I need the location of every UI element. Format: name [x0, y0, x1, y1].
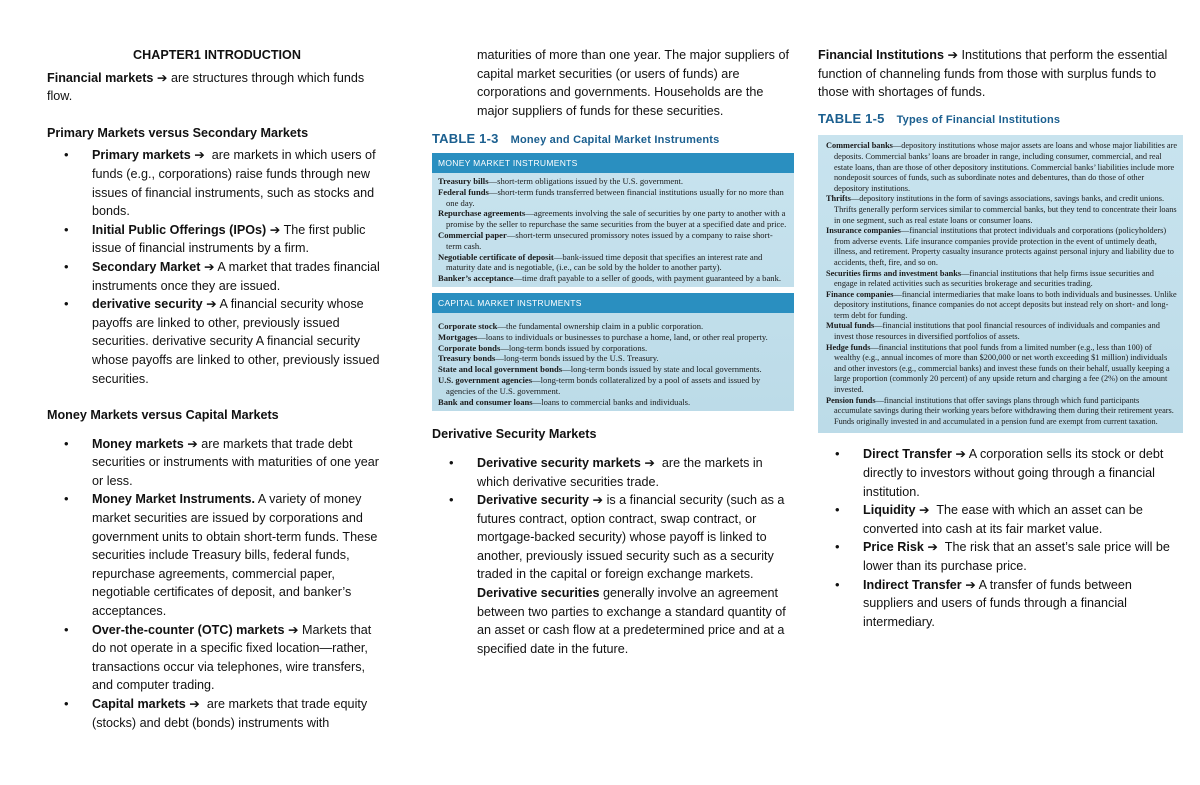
list-item	[863, 538, 1183, 575]
arrow-icon: ➔	[918, 503, 930, 518]
definition: are markets that trade debt securities or instruments with maturities of one year or less.	[92, 436, 379, 488]
table-body	[818, 135, 1183, 433]
table-row: Repurchase agreements—agreements involving the sale of securities by one party to another with a promise by the seller to repurchase the same securities from the buyer at a specified date and price.	[438, 208, 787, 230]
table-row: Mortgages—loans to individuals or businesses to purchase a home, land, or other real property.	[438, 331, 768, 342]
list-item	[863, 576, 1183, 632]
section-heading-primary-secondary: Primary Markets versus Secondary Markets	[47, 125, 309, 140]
term: Initial Public Offerings (IPOs)	[92, 222, 267, 237]
list-item	[477, 454, 794, 491]
definition: are structures through which funds flow.	[47, 70, 365, 104]
primary-secondary-list	[47, 146, 387, 388]
table-row: Negotiable certificate of deposit—bank-issued time deposit that specifies an interest rate and maturity date and is negotiable, (i.e., can be sold by the holder to another party).	[438, 251, 763, 273]
table-section-body	[432, 313, 794, 411]
term: Secondary Market	[92, 259, 201, 274]
arrow-icon: ➔	[194, 148, 205, 163]
derivative-list	[432, 454, 794, 659]
list-item	[92, 621, 387, 695]
table-row: Federal funds—short-term funds transferred between financial institutions usually for no more than one day.	[438, 186, 784, 208]
table-money-capital-instruments	[432, 130, 794, 411]
definition: The ease with which an asset can be converted into cash at its fair market value.	[863, 503, 1143, 536]
term: Derivative security markets	[477, 455, 641, 470]
list-item	[92, 258, 387, 295]
arrow-icon: ➔	[269, 222, 281, 237]
section-heading-money-capital: Money Markets versus Capital Markets	[47, 408, 279, 423]
list-item	[92, 221, 387, 258]
term: Indirect Transfer	[863, 577, 962, 592]
table-number: TABLE 1-5	[818, 110, 885, 126]
list-item	[92, 146, 387, 220]
table-row: Corporate stock—the fundamental ownership claim in a public corporation.	[438, 320, 704, 331]
definition: A market that trades financial instruments once they are issued.	[92, 259, 380, 293]
table-row: Treasury bonds—long-term bonds issued by the U.S. Treasury.	[438, 353, 659, 364]
table-row: State and local government bonds—long-term bonds issued by state and local governments.	[438, 364, 762, 375]
arrow-icon: ➔	[955, 447, 966, 462]
money-capital-list	[47, 435, 387, 733]
table-row: Pension funds—financial institutions that offer savings plans through which fund participants accumulate savings during their working years before withdrawing them during their retirement years. Funds originally invested in and accumulated in a pension fund are exempt from current taxation.	[826, 395, 1174, 426]
table-row: Insurance companies—financial institutions that protect individuals and corporations (policyholders) from adverse events. Life insurance companies provide protection in the event of untimely death, illness, and retirement. Property casualty insurance protects against personal injury and liability due to accidents, theft, fire, and so on.	[826, 226, 1174, 267]
table-row: Treasury bills—short-term obligations issued by the U.S. government.	[438, 175, 684, 186]
table-caption: Types of Financial Institutions	[896, 113, 1061, 126]
table-number: TABLE 1-3	[432, 131, 499, 147]
arrow-icon: ➔	[189, 697, 200, 711]
term: Over-the-counter (OTC) markets	[92, 622, 285, 637]
table-row: Finance companies—financial intermediaries that make loans to both individuals and businesses. Unlike depository institutions, finance companies do not accept deposits but instead rely on short- and long-term debt for funding.	[826, 289, 1177, 320]
arrow-icon: ➔	[592, 493, 604, 508]
table-title	[818, 106, 1183, 136]
list-item	[92, 295, 387, 388]
definition: A corporation sells its stock or debt directly to investors without going through a financial institution.	[863, 447, 1164, 499]
financial-institutions-def	[818, 46, 1183, 102]
definition: The risk that an asset’s sale price will be lower than its purchase price.	[863, 540, 1170, 573]
table-section-header: CAPITAL MARKET INSTRUMENTS	[432, 293, 794, 313]
definition: is a financial security (such as a futures contract, option contract, swap contract, or mortgage-backed security) whose payoff is linked to another, previously issued security such as a security traded in the capital or foreign exchange markets.	[477, 493, 785, 582]
list-item	[92, 695, 387, 732]
definition: Institutions that perform the essential function of channeling funds from those with surplus funds to those with shortages of funds.	[818, 48, 1168, 100]
list-item	[863, 501, 1183, 538]
definition: generally involve an agreement between two parties to exchange a standard quantity of an asset or cash flow at a predetermined price and at a specified date in the future.	[477, 586, 786, 656]
term: Liquidity	[863, 503, 916, 518]
arrow-icon: ➔	[947, 48, 959, 62]
term: Capital markets	[92, 697, 186, 711]
table-section-body	[432, 173, 794, 287]
list-item	[477, 491, 794, 658]
table-row: Banker’s acceptance—time draft payable to a seller of goods, with payment guaranteed by a bank.	[438, 273, 782, 284]
column-3	[818, 46, 1183, 631]
column-1	[47, 46, 387, 732]
table-row: Thrifts—depository institutions in the form of savings associations, savings banks, and credit unions. Thrifts generally perform services similar to commercial banks, but they tend to concentrate their loans in one segment, such as real estate loans or consumer loans.	[826, 194, 1177, 225]
table-row: Bank and consumer loans—loans to commercial banks and individuals.	[438, 396, 691, 407]
term: Derivative security	[477, 493, 590, 508]
table-title	[432, 130, 794, 153]
list-item	[863, 445, 1183, 501]
definition: are markets in which users of funds (e.g., corporations) raise funds through new issues of financial instruments, such as stocks and bonds.	[92, 148, 376, 219]
definition: Markets that do not operate in a specific fixed location—rather, transactions occur via telephones, wire transfers, and computer trading.	[92, 622, 372, 693]
term: Money markets	[92, 436, 184, 451]
arrow-icon: ➔	[965, 577, 976, 592]
definition: The first public issue of financial instruments by a firm.	[92, 222, 366, 256]
definition: A financial security whose payoffs are linked to other, previously issued securities. derivative security A financial security whose payoffs are linked to other, previously issued securities.	[92, 297, 380, 386]
term: Price Risk	[863, 540, 924, 555]
definition: A variety of money market securities are issued by corporations and government units to obtain short-term funds. These securities include Treasury bills, federal funds, repurchase agreements, commercial paper, negotiable certificates of deposit, and banker’s acceptances.	[92, 492, 378, 619]
definition: A transfer of funds between suppliers and users of funds through a financial intermediary.	[863, 577, 1132, 629]
list-item	[92, 435, 387, 491]
arrow-icon: ➔	[287, 622, 299, 637]
financial-markets-def	[47, 69, 387, 106]
table-row: Securities firms and investment banks—financial institutions that help firms issue securities and engage in related activities such as securities brokerage and securities trading.	[826, 268, 1154, 289]
column-2	[432, 46, 794, 658]
capital-markets-continued: maturities of more than one year. The major suppliers of capital market securities (or users of funds) are corporations and governments. Households are the major suppliers of funds for these securities.	[477, 48, 789, 118]
transfer-terms-list	[818, 445, 1183, 631]
table-section-header: MONEY MARKET INSTRUMENTS	[432, 153, 794, 173]
arrow-icon: ➔	[187, 436, 198, 451]
arrow-icon: ➔	[644, 455, 655, 470]
arrow-icon: ➔	[204, 259, 215, 274]
term: Derivative securities	[477, 586, 600, 601]
definition: are markets that trade equity (stocks) and debt (bonds) instruments with	[92, 697, 368, 730]
arrow-icon: ➔	[156, 70, 168, 85]
arrow-icon: ➔	[206, 297, 217, 312]
section-heading-derivative: Derivative Security Markets	[432, 427, 597, 442]
table-row: Commercial banks—depository institutions whose major assets are loans and whose major liabilities are deposits. Commercial banks’ loans are broader in range, including consumer, commercial, and real estate loans, than are those of other depository institutions. Commercial banks’ liabilities include more nondeposit sources of funds, such as subordinate notes and debentures, than do those of other depository institutions.	[826, 141, 1178, 193]
table-types-financial-institutions	[818, 106, 1183, 434]
definition: are the markets in which derivative securities trade.	[477, 455, 763, 489]
table-row: Mutual funds—financial institutions that pool financial resources of individuals and companies and invest those resources in diversified portfolios of assets.	[826, 321, 1160, 342]
term: Financial markets	[47, 70, 154, 85]
table-row: Hedge funds—financial institutions that pool funds from a limited number (e.g., less than 100) of wealthy (e.g., annual incomes of more than $200,000 or net worth exceeding $1 million) individuals and other investors (e.g., commercial banks) and invest these funds on their behalf, usually keeping a large proportion (commonly 20 percent) of any upside return and charging a fee (2%) on the amount invested.	[826, 342, 1170, 395]
term: Primary markets	[92, 148, 191, 163]
table-row: Corporate bonds—long-term bonds issued by corporations.	[438, 342, 648, 353]
arrow-icon: ➔	[927, 540, 938, 555]
table-caption: Money and Capital Market Instruments	[510, 134, 720, 147]
term: derivative security	[92, 297, 203, 312]
chapter-title: CHAPTER1 INTRODUCTION	[133, 48, 301, 62]
list-item	[92, 490, 387, 620]
table-row: Commercial paper—short-term unsecured promissory notes issued by a company to raise short-term cash.	[438, 229, 773, 251]
term: Money Market Instruments.	[92, 492, 256, 507]
term: Financial Institutions	[818, 48, 944, 62]
table-row: U.S. government agencies—long-term bonds collateralized by a pool of assets and issued by agencies of the U.S. government.	[438, 374, 761, 396]
term: Direct Transfer	[863, 447, 952, 462]
